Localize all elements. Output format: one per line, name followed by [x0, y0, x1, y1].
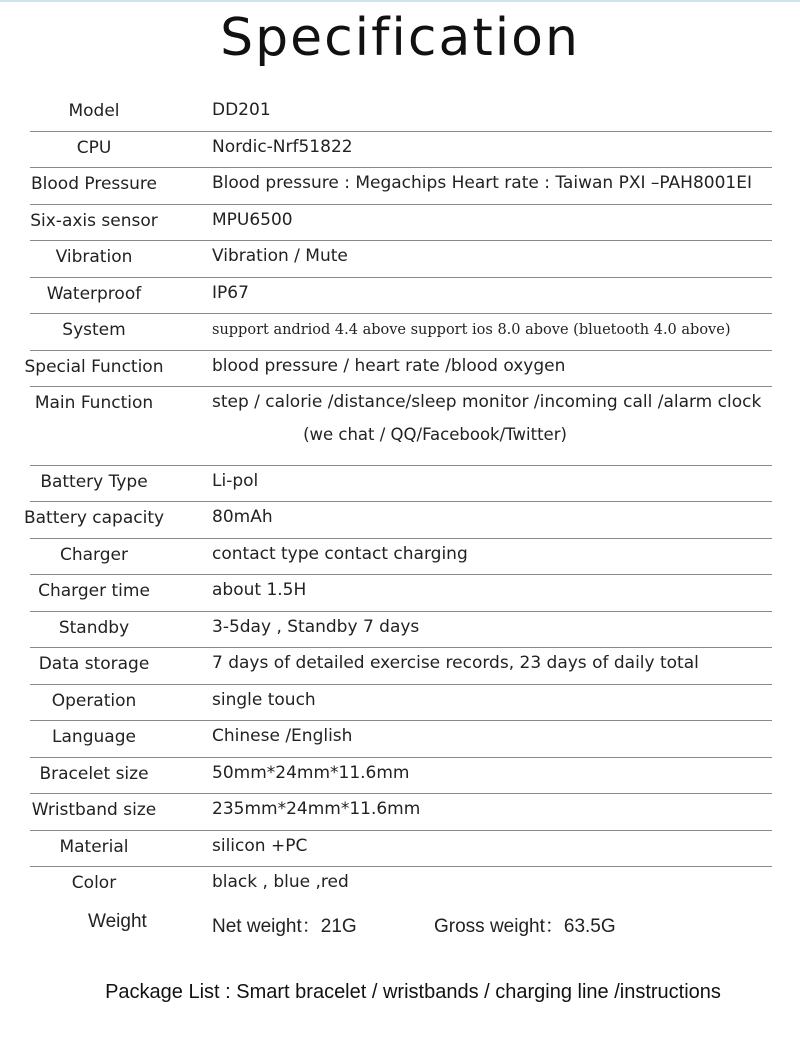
- spec-label: Charger time: [38, 581, 150, 601]
- net-weight-value: Net weight：21G: [212, 916, 357, 937]
- row-divider: [30, 313, 772, 314]
- spec-label: Wristband size: [31, 800, 157, 820]
- spec-value: about 1.5H: [212, 580, 307, 600]
- spec-value: 80mAh: [212, 507, 273, 527]
- spec-value: IP67: [212, 282, 249, 303]
- row-divider: [30, 167, 772, 168]
- spec-value: Nordic-Nrf51822: [212, 136, 353, 157]
- top-accent-line: [0, 0, 800, 2]
- row-divider: [30, 131, 772, 132]
- spec-label: Special Function: [24, 356, 164, 377]
- spec-label: Vibration: [55, 247, 133, 267]
- spec-value: step / calorie /distance/sleep monitor /incoming call /alarm clock: [212, 392, 762, 412]
- spec-label: Battery Type: [40, 471, 148, 492]
- package-list: Package List : Smart bracelet / wristbands / charging line /instructions: [105, 981, 721, 1003]
- gross-weight-value: Gross weight：63.5G: [434, 916, 616, 937]
- spec-value: support andriod 4.4 above support ios 8.0 above (bluetooth 4.0 above): [212, 322, 731, 338]
- spec-label: CPU: [76, 137, 112, 158]
- spec-label: Bracelet size: [39, 763, 149, 784]
- row-divider: [30, 277, 772, 278]
- row-divider: [30, 386, 772, 387]
- spec-value: blood pressure / heart rate /blood oxygen: [212, 355, 566, 376]
- row-divider: [30, 684, 772, 685]
- spec-label: Six-axis sensor: [30, 210, 158, 231]
- row-divider: [30, 757, 772, 758]
- spec-value: 7 days of detailed exercise records, 23 days of daily total: [212, 653, 699, 673]
- spec-value: Blood pressure : Megachips Heart rate : Taiwan PXI –PAH8001EI: [212, 173, 752, 193]
- row-divider: [30, 204, 772, 205]
- row-divider: [30, 720, 772, 721]
- spec-value: MPU6500: [212, 209, 293, 230]
- spec-label: System: [62, 320, 126, 340]
- row-divider: [30, 866, 772, 867]
- row-divider: [30, 350, 772, 351]
- spec-label: Waterproof: [46, 283, 142, 304]
- spec-label: Language: [52, 727, 136, 747]
- spec-value: single touch: [212, 689, 316, 710]
- spec-label: Material: [59, 836, 129, 857]
- spec-label: Charger: [60, 544, 128, 565]
- spec-value: 235mm*24mm*11.6mm: [212, 799, 421, 819]
- row-divider: [30, 830, 772, 831]
- spec-label: Main Function: [34, 393, 154, 413]
- spec-value: Vibration / Mute: [212, 246, 348, 266]
- row-divider: [30, 538, 772, 539]
- spec-label: Color: [71, 873, 117, 893]
- spec-value: 50mm*24mm*11.6mm: [212, 762, 410, 783]
- row-divider: [30, 611, 772, 612]
- row-divider: [30, 240, 772, 241]
- row-divider: [30, 647, 772, 648]
- spec-label: Standby: [58, 617, 130, 638]
- row-divider: [30, 465, 772, 466]
- row-divider: [30, 793, 772, 794]
- spec-value: Li-pol: [212, 470, 259, 491]
- spec-value: silicon +PC: [212, 835, 308, 856]
- spec-value: DD201: [212, 100, 271, 120]
- spec-value-continuation: (we chat / QQ/Facebook/Twitter): [303, 424, 567, 444]
- spec-label: Battery capacity: [23, 508, 165, 528]
- page-title: Specification: [220, 8, 580, 68]
- spec-label: Operation: [51, 690, 137, 711]
- spec-value: 3-5day , Standby 7 days: [212, 616, 420, 637]
- spec-value: contact type contact charging: [212, 543, 468, 564]
- row-divider: [30, 501, 772, 502]
- spec-label: Model: [68, 101, 120, 121]
- spec-value: Chinese /English: [212, 726, 353, 746]
- spec-label: Blood Pressure: [31, 174, 157, 194]
- spec-label: Data storage: [38, 654, 150, 674]
- weight-label: Weight: [88, 911, 147, 932]
- row-divider: [30, 574, 772, 575]
- spec-value: black , blue ,red: [212, 872, 349, 892]
